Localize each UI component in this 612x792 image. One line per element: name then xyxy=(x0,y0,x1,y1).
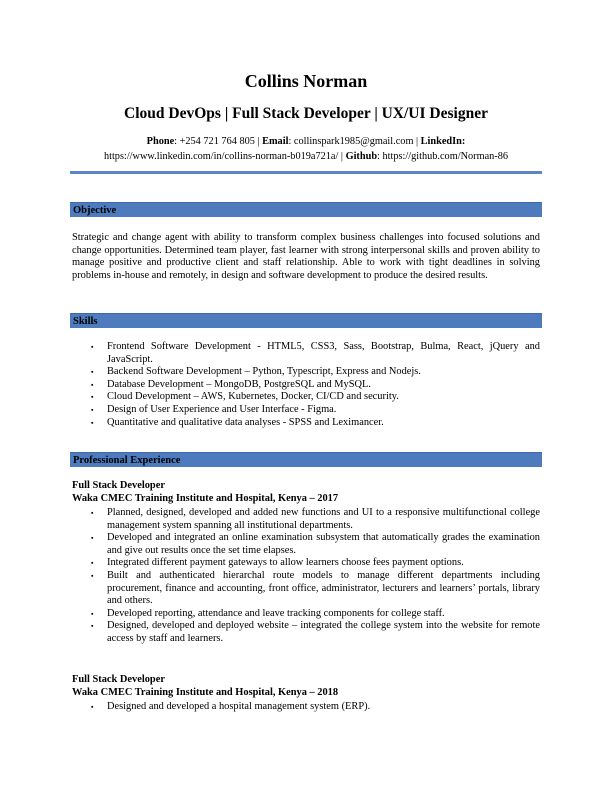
list-item: ▪ Quantitative and qualitative data analyses - SPSS and Leximancer. xyxy=(91,416,384,428)
list-item: ▪ Frontend Software Development - HTML5, CSS3, Sass, Bootstrap, Bulma, React, jQuery and JavaScript. xyxy=(91,341,540,365)
bullet-icon: ▪ xyxy=(91,703,94,711)
list-item: ▪ Cloud Development – AWS, Kubernetes, Docker, CI/CD and security. xyxy=(91,391,399,403)
bullet-icon: ▪ xyxy=(91,418,94,427)
email-value[interactable]: : collinspark1985@gmail.com | xyxy=(288,136,421,147)
job-title: Full Stack Developer xyxy=(72,674,165,685)
linkedin-url[interactable]: https://www.linkedin.com/in/collins-norman-b019a721a/ | xyxy=(103,151,346,162)
linkedin-separator: : xyxy=(461,136,466,147)
section-heading-experience: Professional Experience xyxy=(70,452,542,467)
list-item: ▪ Planned, designed, developed and added new functions and UI to a responsive multifunctional college management system spanning all institutional departments. xyxy=(91,507,540,531)
list-item: ▪ Design of User Experience and User Interface - Figma. xyxy=(91,403,337,415)
bullet-icon: ▪ xyxy=(91,534,94,543)
bullet-icon: ▪ xyxy=(91,343,94,351)
list-item: ▪ Designed, developed and deployed website – integrated the college system into the website for remote access by staff and learners. xyxy=(91,620,540,644)
github-label: Github xyxy=(345,151,378,162)
job-organization: Waka CMEC Training Institute and Hospital, Kenya – 2017 xyxy=(72,493,339,504)
list-item: ▪ Developed reporting, attendance and leave tracking components for college staff. xyxy=(91,607,445,619)
phone-label: Phone xyxy=(146,136,175,147)
job-organization: Waka CMEC Training Institute and Hospital, Kenya – 2018 xyxy=(72,687,339,698)
linkedin-label: LinkedIn xyxy=(420,136,462,147)
bullet-icon: ▪ xyxy=(91,393,94,402)
bullet-icon: ▪ xyxy=(91,609,94,618)
section-heading-objective: Objective xyxy=(70,202,542,217)
list-item: ▪ Built and authenticated hierarchal route models to manage different departments including procurement, finance and accounting, front office, administrator, lecturers and learners’ portals, library and others. xyxy=(91,569,540,607)
phone-value: : +254 721 764 805 | xyxy=(174,136,263,147)
list-item: ▪ Backend Software Development – Python, Typescript, Express and Nodejs. xyxy=(91,366,421,378)
list-item: ▪ Database Development – MongoDB, PostgreSQL and MySQL. xyxy=(91,378,371,390)
bullet-icon: ▪ xyxy=(91,405,94,414)
candidate-name: Collins Norman xyxy=(244,71,368,91)
bullet-icon: ▪ xyxy=(91,509,94,517)
job-title: Full Stack Developer xyxy=(72,480,165,491)
section-heading-skills: Skills xyxy=(70,313,542,328)
email-label: Email xyxy=(262,136,289,147)
bullet-icon: ▪ xyxy=(91,571,94,580)
candidate-headline: Cloud DevOps | Full Stack Developer | UX/UI Designer xyxy=(124,105,488,122)
bullet-icon: ▪ xyxy=(91,368,94,377)
header-divider xyxy=(70,171,542,174)
objective-text: Strategic and change agent with ability to transform complex business challenges into focused solutions and change opportunities. Determined team player, fast learner with strong interpersonal skills and proven ability to manage positive and productive client and staff relationship. Able to work with tight deadlines in solving problems in-house and remotely, in design and software development to produce the desired results. xyxy=(72,232,540,281)
contact-info xyxy=(70,134,542,164)
list-item: ▪ Integrated different payment gateways to allow learners choose fees payment options. xyxy=(91,557,464,569)
skills-list xyxy=(91,341,540,429)
job-responsibilities-list xyxy=(91,701,540,714)
bullet-icon: ▪ xyxy=(91,622,94,631)
bullet-icon: ▪ xyxy=(91,559,94,568)
bullet-icon: ▪ xyxy=(91,380,94,389)
job-responsibilities-list xyxy=(91,507,540,646)
list-item: ▪ Developed and integrated an online examination subsystem that automatically grades the examination and give out results once the set time elapses. xyxy=(91,532,540,556)
github-url[interactable]: : https://github.com/Norman-86 xyxy=(377,151,509,162)
list-item: ▪ Designed and developed a hospital management system (ERP). xyxy=(91,701,371,712)
